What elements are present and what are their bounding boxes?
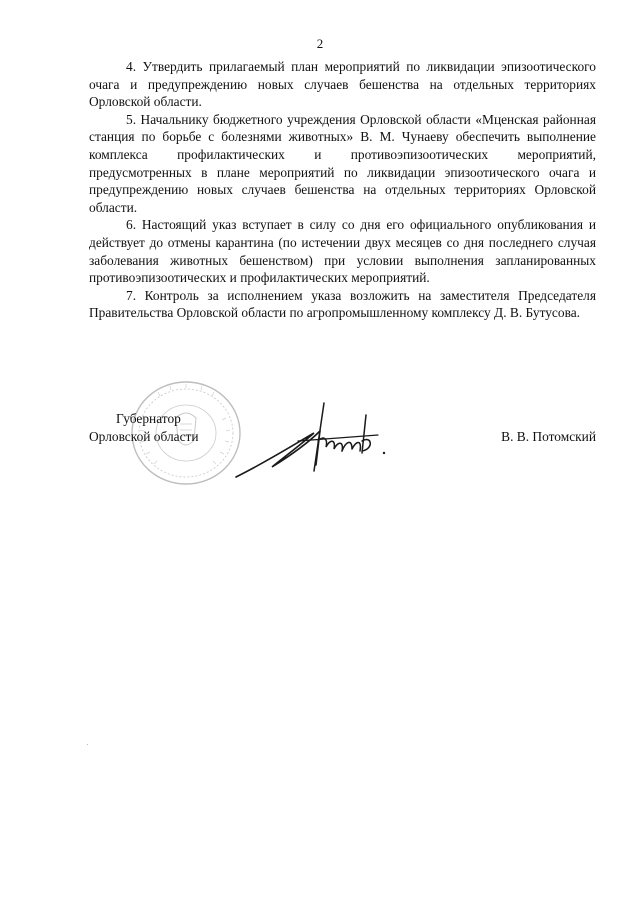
page-number: 2: [316, 36, 324, 51]
signature-image: [228, 395, 398, 485]
paragraph-6: 6. Настоящий указ вступает в силу со дня его официального опубликования и действует до отмены карантина (по истечении двух месяцев со дня последнего случая заболевания животных бешенством) при условии выполнения запланированных противоэпизоотических и профилактических мероприятий.: [89, 217, 596, 286]
signatory-title: [89, 410, 199, 445]
signatory-title-line2: Орловской области: [89, 428, 199, 444]
paragraph-5: 5. Начальнику бюджетного учреждения Орловской области «Мценская районная станция по борьбе с болезнями животных» В. М. Чунаеву обеспечить выполнение комплекса профилактических и противоэпизоотических мероприятий, предусмотренных в плане мероприятий по ликвидации эпизоотического очага и предупреждению новых случаев бешенства на отдельных территориях Орловской области.: [89, 111, 596, 215]
signatory-name: В. В. Потомский: [501, 429, 596, 444]
signatory-title-line1: Губернатор: [116, 411, 181, 426]
paragraph-4: 4. Утвердить прилагаемый план мероприятий по ликвидации эпизоотического очага и предупреждению новых случаев бешенства на отдельных территориях Орловской области.: [89, 59, 596, 110]
scan-speck: [87, 744, 88, 745]
document-body: [89, 58, 596, 322]
paragraph-7: 7. Контроль за исполнением указа возложить на заместителя Председателя Правительства Орловской области по агропромышленному комплексу Д. В. Бутусова.: [89, 287, 596, 321]
